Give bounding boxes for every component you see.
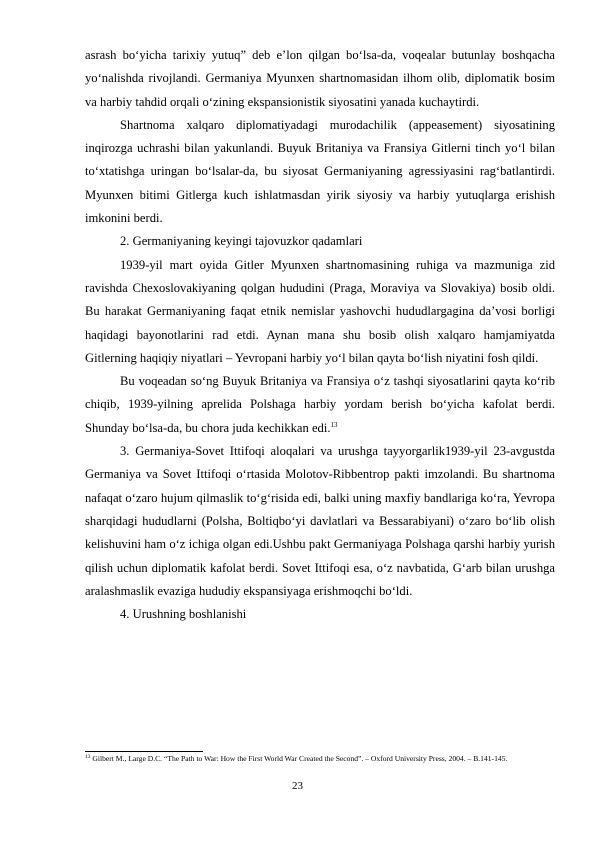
page-body	[85, 44, 555, 626]
paragraph-1: asrash boʻyicha tarixiy yutuq” deb e’lon qilgan boʻlsa-da, voqealar butunlay boshqacha yoʻnalishda rivojlandi. Germaniya Myunxen shartnomasidan ilhom olib, diplomatik bosim va harbiy tahdid orqali oʻzining ekspansionistik siyosatini yanada kuchaytirdi.	[85, 48, 555, 109]
footnote-number: 13	[85, 754, 91, 760]
footnote-divider	[85, 751, 203, 752]
page-number: 23	[292, 780, 303, 792]
footnote-reference: 13	[330, 420, 338, 429]
paragraph-2: Shartnoma xalqaro diplomatiyadagi murodachilik (appeasement) siyosatining inqirozga uchrashi bilan yakunlandi. Buyuk Britaniya va Fransiya Gitlerni tinch yoʻl bilan toʻxtatishga uringan boʻlsalar-da, bu siyosat Germaniyaning agressiyasini ragʻbatlantirdi. Myunxen bitimi Gitlerga kuch ishlatmasdan yirik siyosiy va harbiy yutuqlarga erishish imkonini berdi.	[85, 117, 555, 226]
section-heading-4: 4. Urushning boshlanishi	[120, 607, 247, 622]
footnote-text: Gilbert M., Large D.C. “The Path to War: How the First World War Created the Second”. – Oxford University Press, 2004. – B.141-145.	[90, 754, 508, 763]
paragraph-3: 1939-yil mart oyida Gitler Myunxen shartnomasining ruhiga va mazmuniga zid ravishda Chexoslovakiyaning qolgan hududini (Praga, Moraviya va Slovakiya) bosib oldi. Bu harakat Germaniyaning faqat etnik nemislar yashovchi hududlargagina da’vosi borligi haqidagi bayonotlarini rad etdi. Aynan mana shu bosib olish xalqaro hamjamiyatda Gitlerning haqiqiy niyatlari – Yevropani harbiy yoʻl bilan qayta boʻlish niyatini fosh qildi.	[85, 257, 555, 365]
section-heading-2: 2. Germaniyaning keyingi tajovuzkor qadamlari	[120, 234, 363, 249]
paragraph-5: 3. Germaniya-Sovet Ittifoqi aloqalari va urushga tayyorgarlik1939-yil 23-avgustda Germaniya va Sovet Ittifoqi oʻrtasida Molotov-Ribbentrop pakti imzolandi. Bu shartnoma nafaqat oʻzaro hujum qilmaslik toʻgʻrisida edi, balki uning maxfiy bandlariga koʻra, Yevropa sharqidagi hududlarni (Polsha, Boltiqboʻyi davlatlari va Bessarabiyani) oʻzaro boʻlib olish kelishuvini ham oʻz ichiga olgan edi.Ushbu pakt Germaniyaga Polshaga qarshi harbiy yurish qilish uchun diplomatik kafolat berdi. Sovet Ittifoqi esa, oʻz navbatida, Gʻarb bilan urushga aralashmaslik evaziga hududiy ekspansiyaga erishmoqchi boʻldi.	[85, 444, 555, 598]
footnote	[85, 753, 555, 765]
paragraph-4-text: Bu voqeadan soʻng Buyuk Britaniya va Fransiya oʻz tashqi siyosatlarini qayta koʻrib chiqib, 1939-yilning aprelida Polshaga harbiy yordam berish boʻyicha kafolat berdi. Shunday boʻlsa-da, bu chora juda kechikkan edi.	[85, 374, 555, 435]
paragraph-4	[85, 370, 555, 440]
